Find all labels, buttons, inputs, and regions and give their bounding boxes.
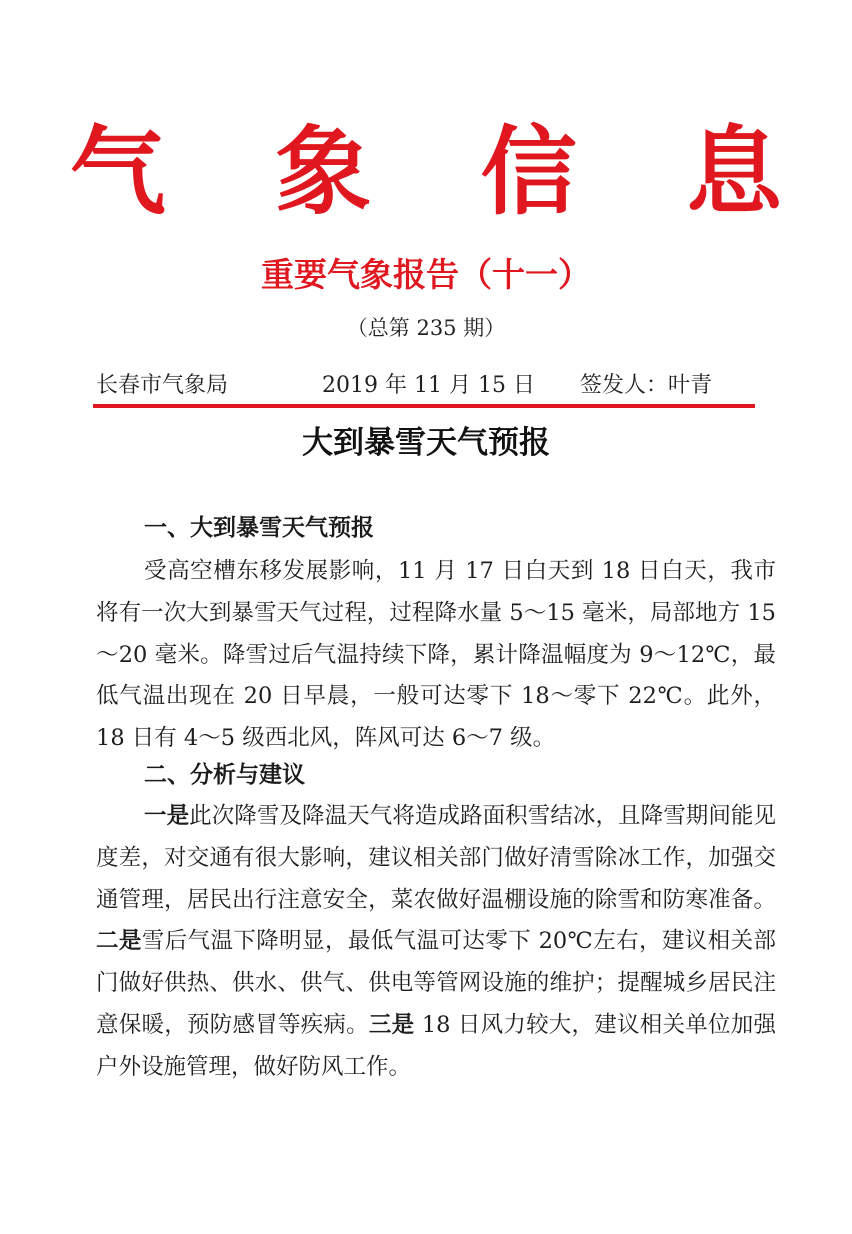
analysis-paragraph bbox=[96, 796, 776, 1089]
issue-date: 2019 年 11 月 15 日 bbox=[322, 373, 535, 398]
masthead-title: 气 象 信 息 bbox=[69, 115, 821, 228]
meta-line bbox=[96, 368, 756, 404]
point-two-text: 雪后气温下降明显，最低气温可达零下 20℃左右，建议相关部门做好供热、供水、供气、供电等管网设施的维护；提醒城乡居民注意保暖，预防感冒等疾病。 bbox=[96, 928, 776, 1038]
point-two-lead: 二是 bbox=[96, 928, 142, 955]
point-one-lead: 一是 bbox=[144, 803, 190, 829]
issue-number: （总第 235 期） bbox=[346, 316, 506, 340]
section-heading-forecast: 一、大到暴雪天气预报 bbox=[144, 515, 374, 541]
forecast-paragraph: 受高空槽东移发展影响，11 月 17 日白天到 18 日白天，我市将有一次大到暴雪天气过程，过程降水量 5～15 毫米，局部地方 15～20 毫米。降雪过后气温持续下降，累计降温幅度为 9～12℃，最低气温出现在 20 日早晨，一般可达零下 18～零下 22℃。此外，18 日有 4～5 级西北风，阵风可达 6～7 级。 bbox=[96, 558, 776, 752]
document-title: 大到暴雪天气预报 bbox=[302, 425, 550, 461]
issuing-organization: 长春市气象局 bbox=[96, 373, 229, 398]
section-heading-analysis: 二、分析与建议 bbox=[144, 762, 305, 788]
report-subtitle: 重要气象报告（十一） bbox=[261, 255, 591, 294]
point-three-text: 18 日风力较大，建议相关单位加强户外设施管理，做好防风工作。 bbox=[96, 1011, 776, 1080]
red-divider-rule bbox=[93, 404, 755, 408]
signer: 签发人：叶青 bbox=[580, 373, 713, 398]
point-one-text: 此次降雪及降温天气将造成路面积雪结冰，且降雪期间能见度差，对交通有很大影响，建议相关部门做好清雪除冰工作，加强交通管理，居民出行注意安全，菜农做好温棚设施的除雪和防寒准备。 bbox=[96, 803, 776, 913]
point-three-lead: 三是 bbox=[368, 1011, 415, 1038]
